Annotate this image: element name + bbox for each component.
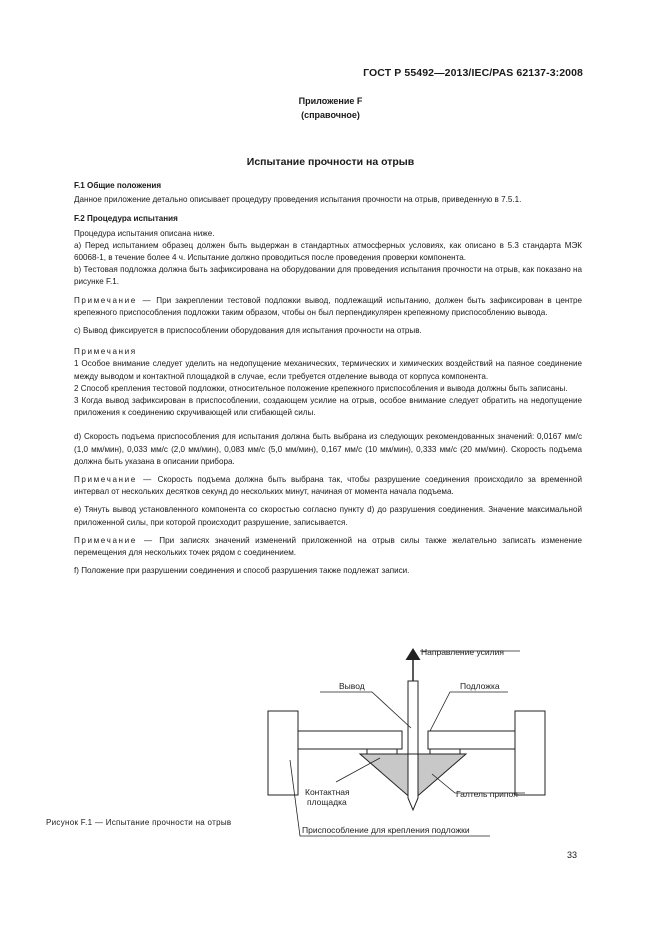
f1-paragraph: Данное приложение детально описывает процедуру проведения испытания прочности на отрыв, приведенную в 7.5.1. [74, 195, 522, 205]
figure-caption [46, 817, 252, 829]
note-1: 1 Особое внимание следует уделить на недопущение механических, термических и химических воздействий на паяное соединение между выводом и контактной площадкой в случае, если требуется отделение вывода от корпуса компонента. [74, 359, 582, 381]
leader-pad [336, 758, 380, 782]
lead [408, 681, 418, 754]
item-c: c) Вывод фиксируется в приспособлении оборудования для испытания прочности на отрыв. [74, 326, 422, 336]
label-pad-line2: площадка [307, 797, 347, 807]
item-d: d) Скорость подъема приспособления для испытания должна быть выбрана из следующих рекомендованных значений: 0,0167 мм/с (1,0 мм/мин), 0,033 мм/с (2,0 мм/мин), 0,083 мм/с (5,0 мм/мин), 0,167 мм/с (10 мм/мин), 0,333 мм/с (20 мм/мин). Скорость подъема должна быть указана в описании прибора. [74, 432, 582, 466]
label-force: Направление усилия [421, 647, 504, 657]
note-d-text: Скорость подъема должна быть выбрана так, чтобы разрушение соединения происходило за временной интервал от нескольких десятков секунд до нескольких минут, начиная от момента начала подъема. [74, 475, 583, 497]
label-solder: Галтель припоя [456, 789, 518, 799]
f2-heading: F.2 Процедура испытания [74, 214, 178, 224]
appendix-title: Приложение F [298, 96, 363, 106]
contact-pad-left [367, 749, 397, 754]
substrate-right [428, 731, 515, 749]
label-substrate: Подложка [460, 681, 500, 691]
contact-pad-right [430, 749, 460, 754]
figure-caption-text: Рисунок F.1 — Испытание прочности на отрыв [46, 818, 232, 827]
leader-lead [320, 692, 411, 728]
document-header: ГОСТ Р 55492—2013/IEC/PAS 62137-3:2008 [363, 67, 583, 79]
appendix-note: (справочное) [301, 110, 360, 120]
label-fixture: Приспособление для крепления подложки [302, 825, 470, 835]
f1-heading: F.1 Общие положения [74, 181, 162, 190]
note-e-text: При записях значений изменений приложенной на отрыв силы также желательно записать изменение перемещения для нескольких точек рядом с соединением. [74, 535, 582, 558]
lead-tip [408, 754, 418, 810]
note-b-label: Примечание — [74, 295, 153, 305]
f2-intro: Процедура испытания описана ниже. [74, 228, 215, 238]
leader-substrate [430, 692, 508, 731]
label-pad-line1: Контактная [305, 787, 350, 797]
section-title: Испытание прочности на отрыв [246, 156, 415, 168]
item-a: а) Перед испытанием образец должен быть выдержан в стандартных атмосферных условиях, как описано в 5.3 стандарта МЭК 60068-1, в течение более 4 ч. Испытание должно проводиться после проведения проверки компонента. [74, 240, 582, 263]
note-e-label: Примечание — [74, 535, 154, 545]
item-f: f) Положение при разрушении соединения и способ разрушения также подлежат записи. [74, 566, 410, 576]
substrate-left [298, 731, 402, 749]
fixture-left-block [268, 711, 298, 795]
item-b: b) Тестовая подложка должна быть зафиксирована на оборудовании для проведения испытания прочности на отрыв, как показано на рисунке F.1. [74, 265, 582, 287]
notes-label: Примечания [74, 347, 137, 357]
note-3: 3 Когда вывод зафиксирован в приспособлении, создающем усилие на отрыв, особое внимание следует обратить на недопущение приложения к соединению скручивающей или сгибающей силы. [74, 396, 582, 418]
note-b-text: При закреплении тестовой подложки вывод, подлежащий испытанию, должен быть зафиксирован в центре крепежного приспособления подложки таким образом, чтобы он был перпендикулярен крепежному приспособлению вывода. [74, 295, 583, 317]
label-lead: Вывод [339, 681, 365, 691]
item-e: e) Тянуть вывод установленного компонента со скоростью согласно пункту d) до разрушения соединения. Значение максимальной приложенной силы, при которой происходит разрушение, записывается. [74, 505, 582, 527]
fixture-right-block [515, 711, 545, 795]
note-2: 2 Способ крепления тестовой подложки, относительное положение крепежного приспособления и вывода должны быть записаны. [74, 383, 568, 393]
page-number: 33 [566, 850, 577, 860]
note-d-label: Примечание — [74, 475, 153, 485]
